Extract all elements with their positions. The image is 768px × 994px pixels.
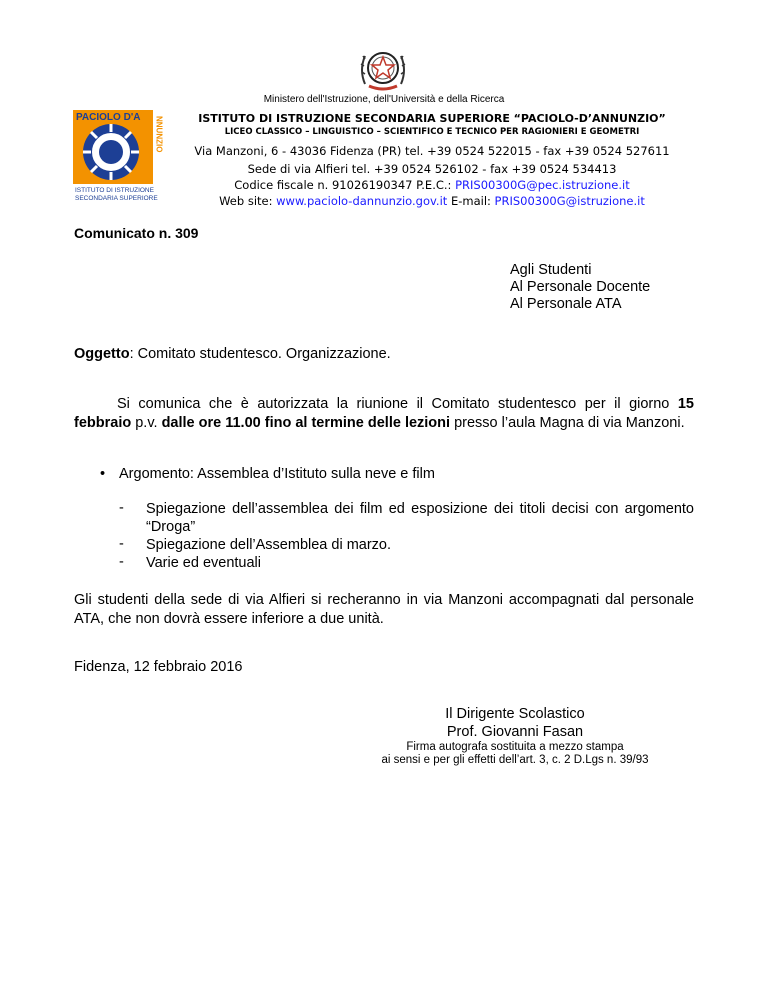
p1-date: 15 febbraio [74, 396, 694, 431]
subject-text: : Comitato studentesco. Organizzazione. [129, 346, 391, 362]
topic-bullet: Argomento: Assemblea d’Istituto sulla neve e film [119, 466, 435, 482]
dash-icon: - [119, 500, 124, 516]
svg-text:PACIOLO D'A: PACIOLO D'A [76, 112, 141, 123]
svg-text:SECONDARIA SUPERIORE: SECONDARIA SUPERIORE [75, 195, 158, 202]
pec-link[interactable]: PRIS00300G@pec.istruzione.it [455, 178, 630, 192]
subject-label: Oggetto [74, 346, 130, 362]
body-paragraph-2: Gli studenti della sede di via Alfieri si recheranno in via Manzoni accompagnati dal personale ATA, che non dovrà essere inferiore a due unità. [74, 592, 694, 627]
dash-icon: - [119, 554, 124, 570]
fiscal-code: Codice fiscale n. 91026190347 P.E.C.: [234, 178, 452, 192]
signature-note-legal: ai sensi e per gli effetti dell’art. 3, c. 2 D.Lgs n. 39/93 [381, 754, 649, 766]
svg-text:ISTITUTO DI ISTRUZIONE: ISTITUTO DI ISTRUZIONE [75, 187, 154, 194]
recipients [510, 262, 650, 313]
sub-item: Spiegazione dell’Assemblea di marzo. [146, 537, 392, 553]
recipient: Agli Studenti [510, 262, 592, 278]
web-label: Web site: [219, 194, 273, 208]
p1-text: Si comunica che è autorizzata la riunione il Comitato studentesco per il giorno [117, 396, 678, 412]
p1-text: presso l’aula Magna di via Manzoni. [450, 415, 685, 431]
school-name: ISTITUTO DI ISTRUZIONE SECONDARIA SUPERIORE “PACIOLO-D’ANNUNZIO” [198, 112, 666, 125]
bullet-icon: • [100, 466, 106, 482]
signature-note: Firma autografa sostituita a mezzo stampa [406, 741, 624, 753]
sub-item: Varie ed eventuali [146, 555, 262, 571]
ministry-name: Ministero dell'Istruzione, dell'Università e della Ricerca [263, 94, 505, 105]
p1-time: dalle ore 11.00 fino al termine delle lezioni [161, 415, 451, 431]
recipient: Al Personale ATA [510, 296, 622, 312]
republic-emblem-icon [355, 44, 411, 94]
school-address-alfieri: Sede di via Alfieri tel. +39 0524 526102 - fax +39 0524 534413 [247, 162, 617, 176]
email-link[interactable]: PRIS00300G@istruzione.it [494, 194, 645, 208]
dash-icon: - [119, 536, 124, 552]
website-link[interactable]: www.paciolo-dannunzio.gov.it [276, 194, 448, 208]
school-logo [73, 110, 165, 202]
web-line [172, 194, 692, 208]
svg-text:NNUNZIO: NNUNZIO [154, 116, 164, 153]
sub-item: Spiegazione dell’assemblea dei film ed esposizione dei titoli decisi con argomento “Droga” [146, 501, 694, 535]
p1-text: p.v. [131, 415, 162, 431]
subject-line [74, 346, 391, 362]
fiscal-code-line [172, 178, 692, 192]
body-paragraph [74, 395, 694, 433]
email-label: E-mail: [450, 194, 491, 208]
signer-role: Il Dirigente Scolastico [445, 706, 585, 722]
communication-number: Comunicato n. 309 [74, 225, 199, 241]
school-address: Via Manzoni, 6 - 43036 Fidenza (PR) tel. +39 0524 522015 - fax +39 0524 527611 [194, 144, 670, 158]
document-date: Fidenza, 12 febbraio 2016 [74, 659, 243, 675]
recipient: Al Personale Docente [510, 279, 651, 295]
school-type: LICEO CLASSICO – LINGUISTICO – SCIENTIFICO E TECNICO PER RAGIONIERI E GEOMETRI [224, 127, 640, 137]
signer-name: Prof. Giovanni Fasan [446, 724, 584, 740]
